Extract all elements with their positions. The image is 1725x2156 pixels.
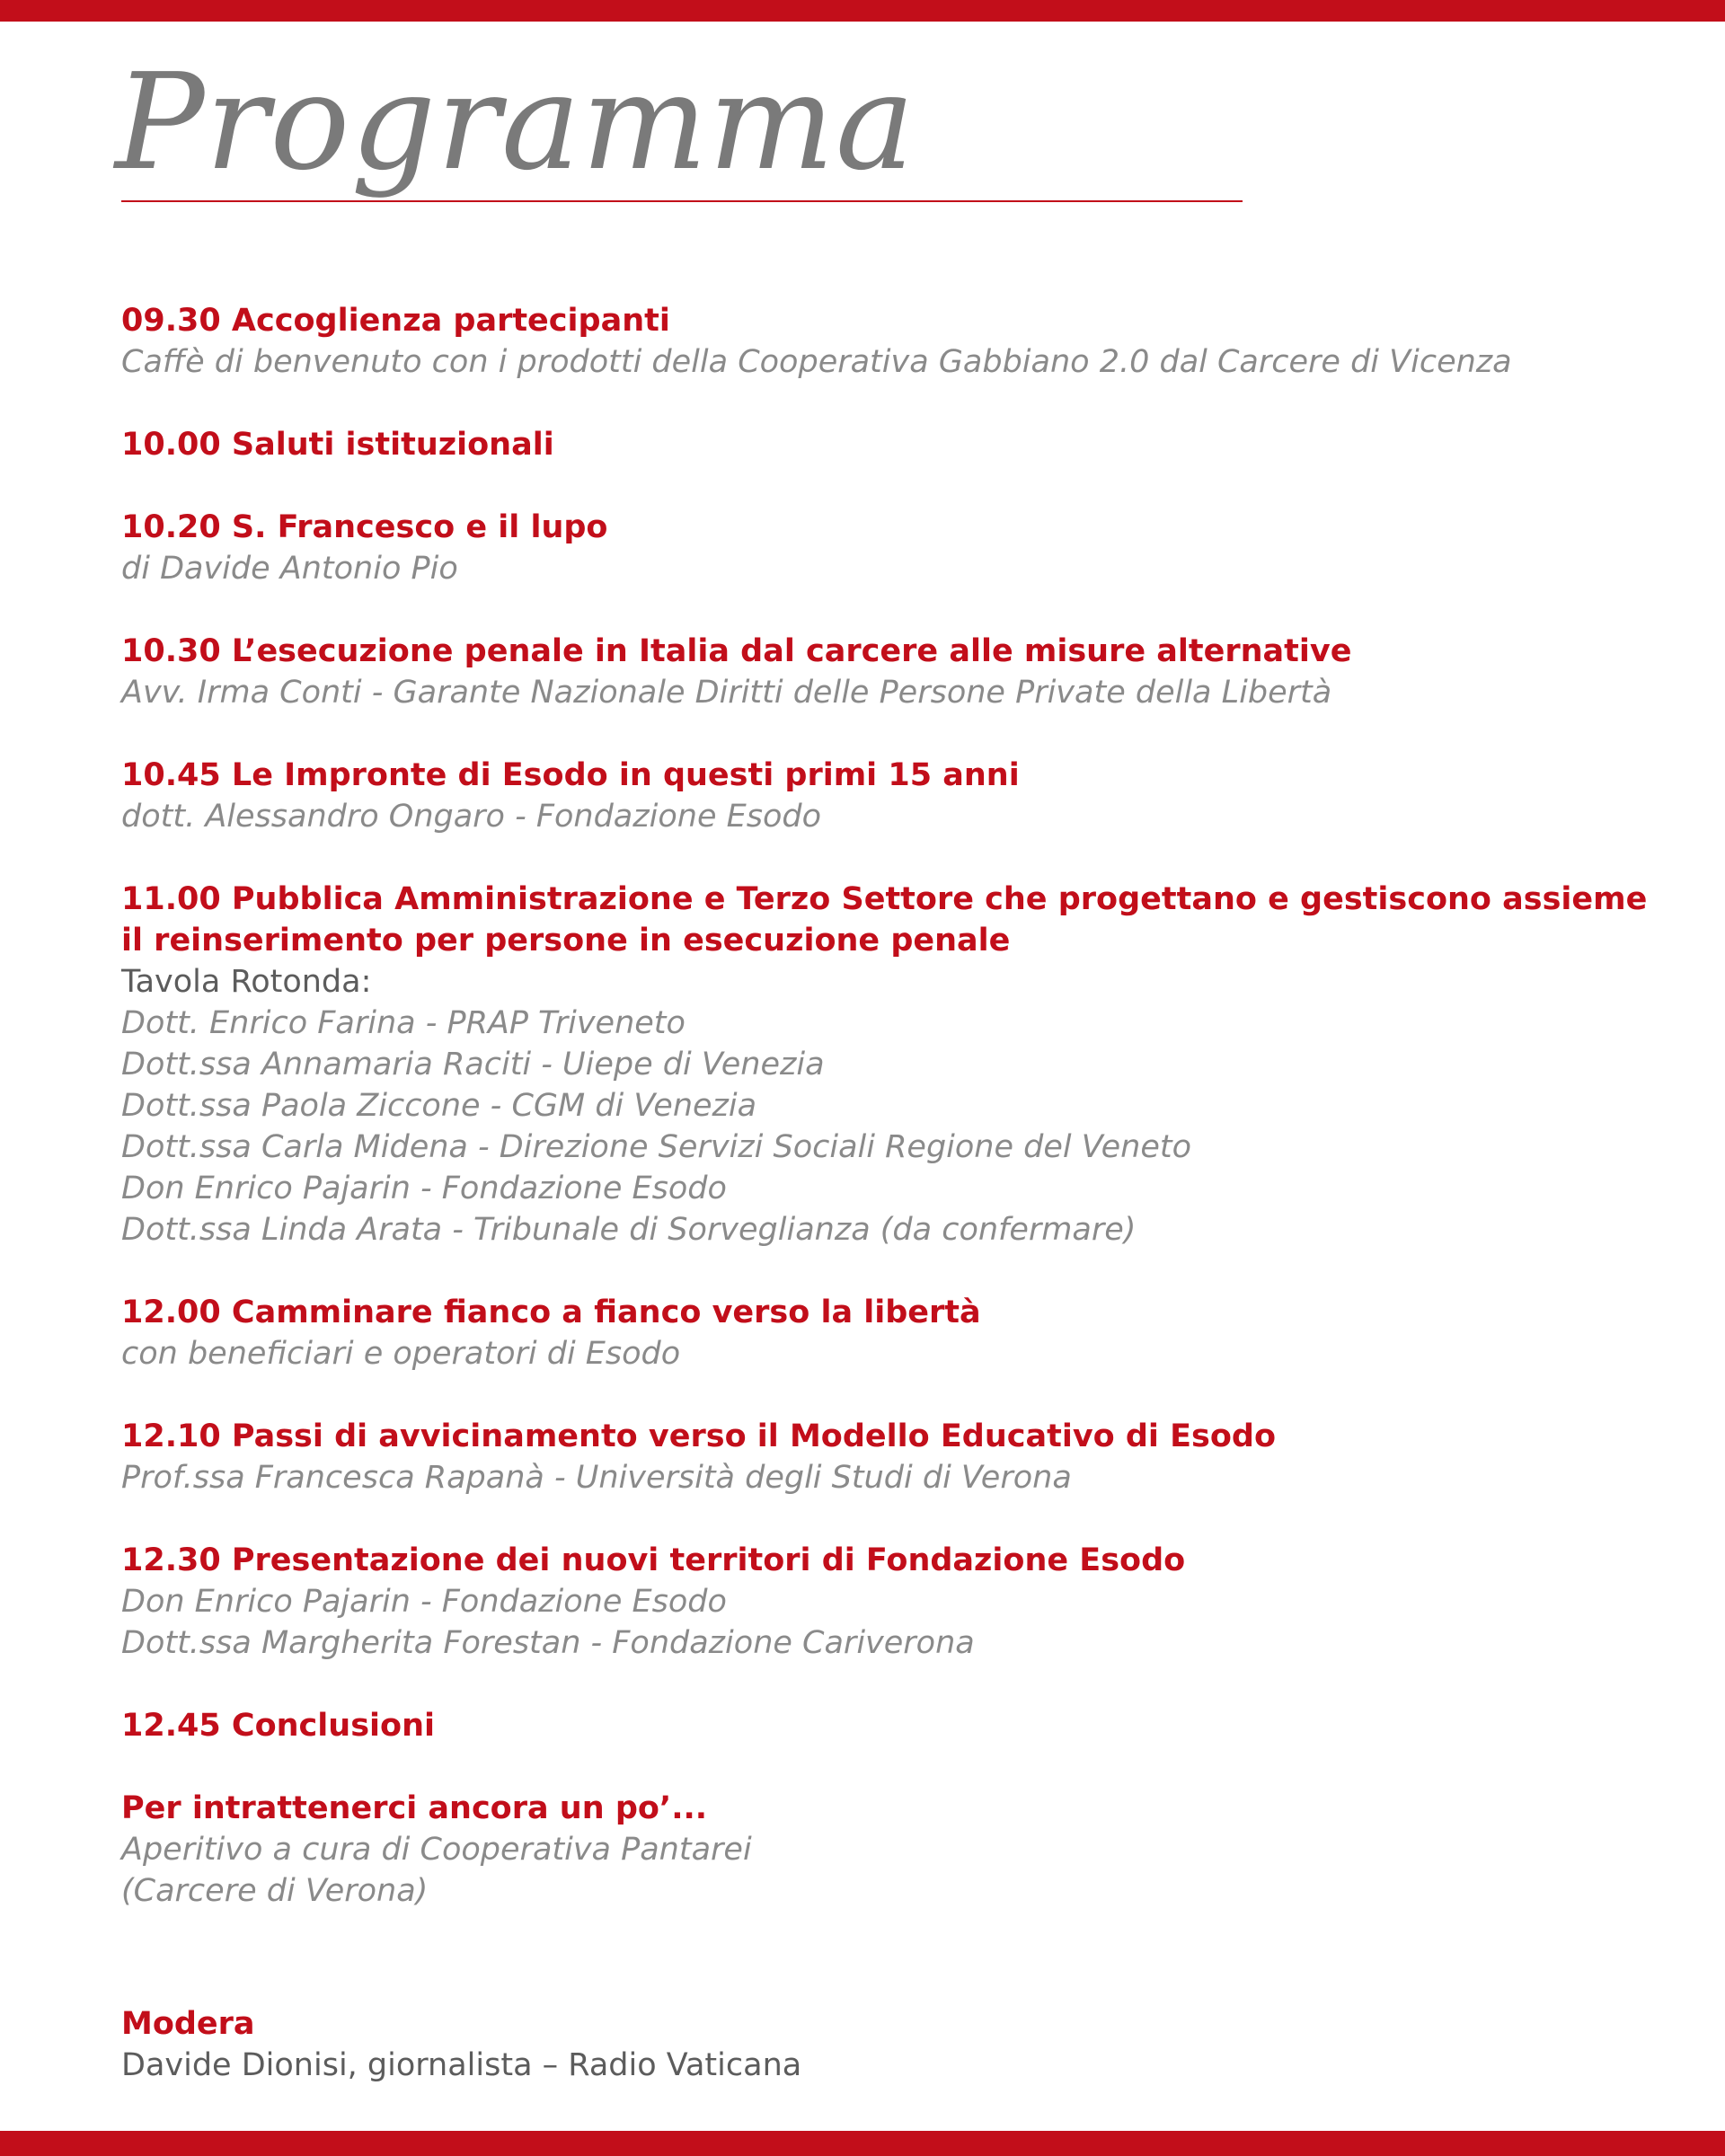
program-item-heading: 12.10 Passi di avvicinamento verso il Modello Educativo di Esodo: [121, 1418, 1277, 1454]
program-item: [121, 300, 1667, 383]
panelist: Dott.ssa Carla Midena - Direzione Servizi Sociali Regione del Veneto: [121, 1129, 1192, 1165]
program-item: [121, 1540, 1667, 1664]
program-item-heading: 12.45 Conclusioni: [121, 1708, 435, 1744]
program-item-heading: 10.00 Saluti istituzionali: [121, 427, 554, 463]
program-item-detail: Avv. Irma Conti - Garante Nazionale Diritti delle Persone Private della Libertà: [121, 675, 1332, 711]
program-item: [121, 879, 1667, 1250]
program-item-detail: (Carcere di Verona): [121, 1873, 429, 1909]
program-item: [121, 755, 1667, 837]
title-underline: [121, 200, 1243, 202]
program-item-heading: 09.30 Accoglienza partecipanti: [121, 303, 670, 339]
program-item-heading: 10.30 L’esecuzione penale in Italia dal carcere alle misure alternative: [121, 633, 1352, 669]
bottom-accent-bar: [0, 2131, 1725, 2156]
panelist: Dott.ssa Linda Arata - Tribunale di Sorveglianza (da confermare): [121, 1212, 1137, 1248]
program-item: [121, 1705, 1667, 1746]
page-title: Programma: [115, 45, 916, 199]
program-list: [121, 300, 1667, 1953]
program-item-detail: dott. Alessandro Ongaro - Fondazione Esodo: [121, 799, 821, 835]
moderator-label: Modera: [121, 2006, 255, 2042]
program-item: [121, 507, 1667, 589]
program-item-heading: Per intrattenerci ancora un po’...: [121, 1790, 708, 1826]
program-item-heading-continued: il reinserimento per persone in esecuzione penale: [121, 923, 1011, 959]
program-item: [121, 1416, 1667, 1498]
program-item-detail: Dott.ssa Margherita Forestan - Fondazione Cariverona: [121, 1625, 975, 1661]
panelist: Dott. Enrico Farina - PRAP Triveneto: [121, 1005, 686, 1041]
program-item-heading: 10.20 S. Francesco e il lupo: [121, 509, 608, 545]
moderator-block: [121, 2003, 801, 2086]
top-accent-bar: [0, 0, 1725, 22]
program-item: [121, 1788, 1667, 1912]
panelist: Dott.ssa Annamaria Raciti - Uiepe di Venezia: [121, 1047, 825, 1082]
program-item-heading: 12.00 Camminare fianco a fianco verso la libertà: [121, 1294, 981, 1330]
program-item-heading: 10.45 Le Impronte di Esodo in questi primi 15 anni: [121, 757, 1020, 793]
program-item-heading: 11.00 Pubblica Amministrazione e Terzo Settore che progettano e gestiscono assieme: [121, 881, 1648, 917]
program-item-detail: di Davide Antonio Pio: [121, 551, 458, 587]
program-item-detail: Aperitivo a cura di Cooperativa Pantarei: [121, 1832, 752, 1868]
program-item-detail: Caffè di benvenuto con i prodotti della Cooperativa Gabbiano 2.0 dal Carcere di Vicenza: [121, 344, 1512, 380]
program-item-heading: 12.30 Presentazione dei nuovi territori di Fondazione Esodo: [121, 1542, 1186, 1578]
program-item: [121, 631, 1667, 713]
round-table-label: Tavola Rotonda:: [121, 964, 372, 1000]
panelist: Dott.ssa Paola Ziccone - CGM di Venezia: [121, 1088, 757, 1124]
moderator-name: Davide Dionisi, giornalista – Radio Vaticana: [121, 2047, 802, 2083]
program-item: [121, 424, 1667, 465]
program-item-detail: Prof.ssa Francesca Rapanà - Università degli Studi di Verona: [121, 1460, 1072, 1496]
program-item: [121, 1292, 1667, 1374]
program-item-detail: Don Enrico Pajarin - Fondazione Esodo: [121, 1584, 727, 1620]
panelist: Don Enrico Pajarin - Fondazione Esodo: [121, 1171, 727, 1206]
program-item-detail: con beneficiari e operatori di Esodo: [121, 1336, 681, 1372]
